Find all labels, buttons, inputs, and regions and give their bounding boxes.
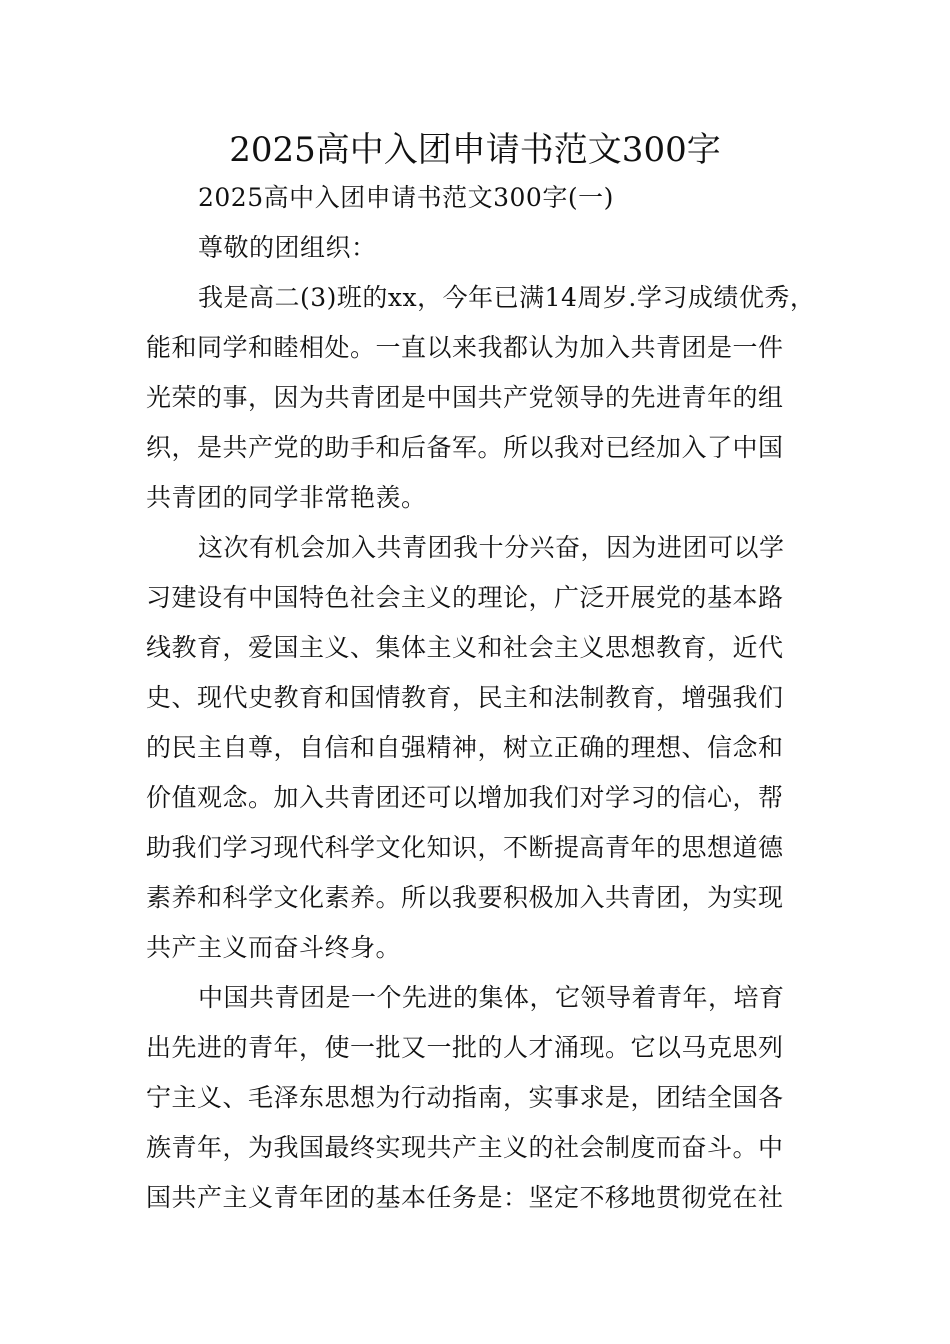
body-line: 光荣的事，因为共青团是中国共产党领导的先进青年的组 — [146, 383, 784, 412]
body-line: 族青年，为我国最终实现共产主义的社会制度而奋斗。中 — [146, 1133, 784, 1162]
body-line: 素养和科学文化素养。所以我要积极加入共青团，为实现 — [146, 883, 784, 912]
body-line: 这次有机会加入共青团我十分兴奋，因为进团可以学 — [198, 533, 785, 562]
body-line: 出先进的青年，使一批又一批的人才涌现。它以马克思列 — [146, 1033, 784, 1062]
body-line: 我是高二(3)班的xx，今年已满14周岁.学习成绩优秀， — [198, 283, 816, 312]
body-line: 共产主义而奋斗终身。 — [146, 933, 402, 962]
body-line: 助我们学习现代科学文化知识，不断提高青年的思想道德 — [146, 833, 784, 862]
document-title: 2025高中入团申请书范文300字 — [229, 130, 721, 170]
salutation: 尊敬的团组织： — [198, 233, 377, 262]
body-line: 价值观念。加入共青团还可以增加我们对学习的信心，帮 — [146, 783, 784, 812]
body-line: 宁主义、毛泽东思想为行动指南，实事求是，团结全国各 — [146, 1083, 784, 1112]
body-line: 的民主自尊，自信和自强精神，树立正确的理想、信念和 — [146, 733, 784, 762]
subtitle: 2025高中入团申请书范文300字(一) — [198, 183, 614, 212]
body-line: 中国共青团是一个先进的集体，它领导着青年，培育 — [198, 983, 785, 1012]
body-line: 共青团的同学非常艳羡。 — [146, 483, 427, 512]
body-line: 线教育，爱国主义、集体主义和社会主义思想教育，近代 — [146, 633, 784, 662]
body-line: 习建设有中国特色社会主义的理论，广泛开展党的基本路 — [146, 583, 784, 612]
body-line: 国共产主义青年团的基本任务是：坚定不移地贯彻党在社 — [146, 1183, 784, 1212]
body-line: 史、现代史教育和国情教育，民主和法制教育，增强我们 — [146, 683, 784, 712]
body-line: 织，是共产党的助手和后备军。所以我对已经加入了中国 — [146, 433, 784, 462]
body-line: 能和同学和睦相处。一直以来我都认为加入共青团是一件 — [146, 333, 784, 362]
